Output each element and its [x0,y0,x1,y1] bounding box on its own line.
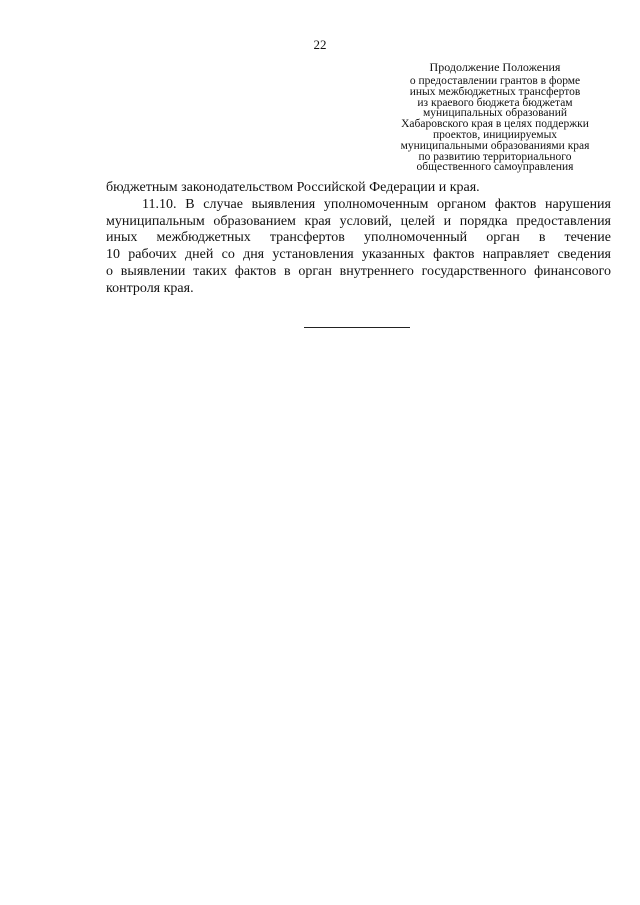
paragraph-line: иных межбюджетных трансфертов уполномоченный орган в течение [106,230,611,246]
paragraph-line: муниципальным образованием края условий, целей и порядка предоставления [106,213,611,229]
continuation-text-line: бюджетным законодательством Российской Федерации и края. [106,180,480,195]
header-line: общественного самоуправления [416,161,574,174]
header-line: муниципальными образованиями края [400,139,590,152]
paragraph-11-10 [106,197,611,298]
paragraph-line: 10 рабочих дней со дня установления указанных фактов направляет сведения [106,247,611,263]
header-line: из краевого бюджета бюджетам [417,96,573,109]
paragraph-line: о выявлении таких фактов в орган внутреннего государственного финансового [106,263,611,279]
paragraph-line: контроля края. [106,280,194,296]
body-text [106,180,611,298]
page-number: 22 [313,37,327,52]
header-line: иных межбюджетных трансфертов [409,85,581,98]
header-line: проектов, инициируемых [432,128,558,141]
header-line: Хабаровского края в целях поддержки [401,118,589,131]
end-of-document-rule [304,327,410,328]
continuation-header [380,61,610,173]
header-line: муниципальных образований [422,107,568,120]
header-line: о предоставлении грантов в форме [409,75,581,87]
paragraph-line: 11.10. В случае выявления уполномоченным органом фактов нарушения [142,196,611,212]
continuation-title: Продолжение Положения [429,60,561,74]
header-line: по развитию территориального [418,150,572,163]
